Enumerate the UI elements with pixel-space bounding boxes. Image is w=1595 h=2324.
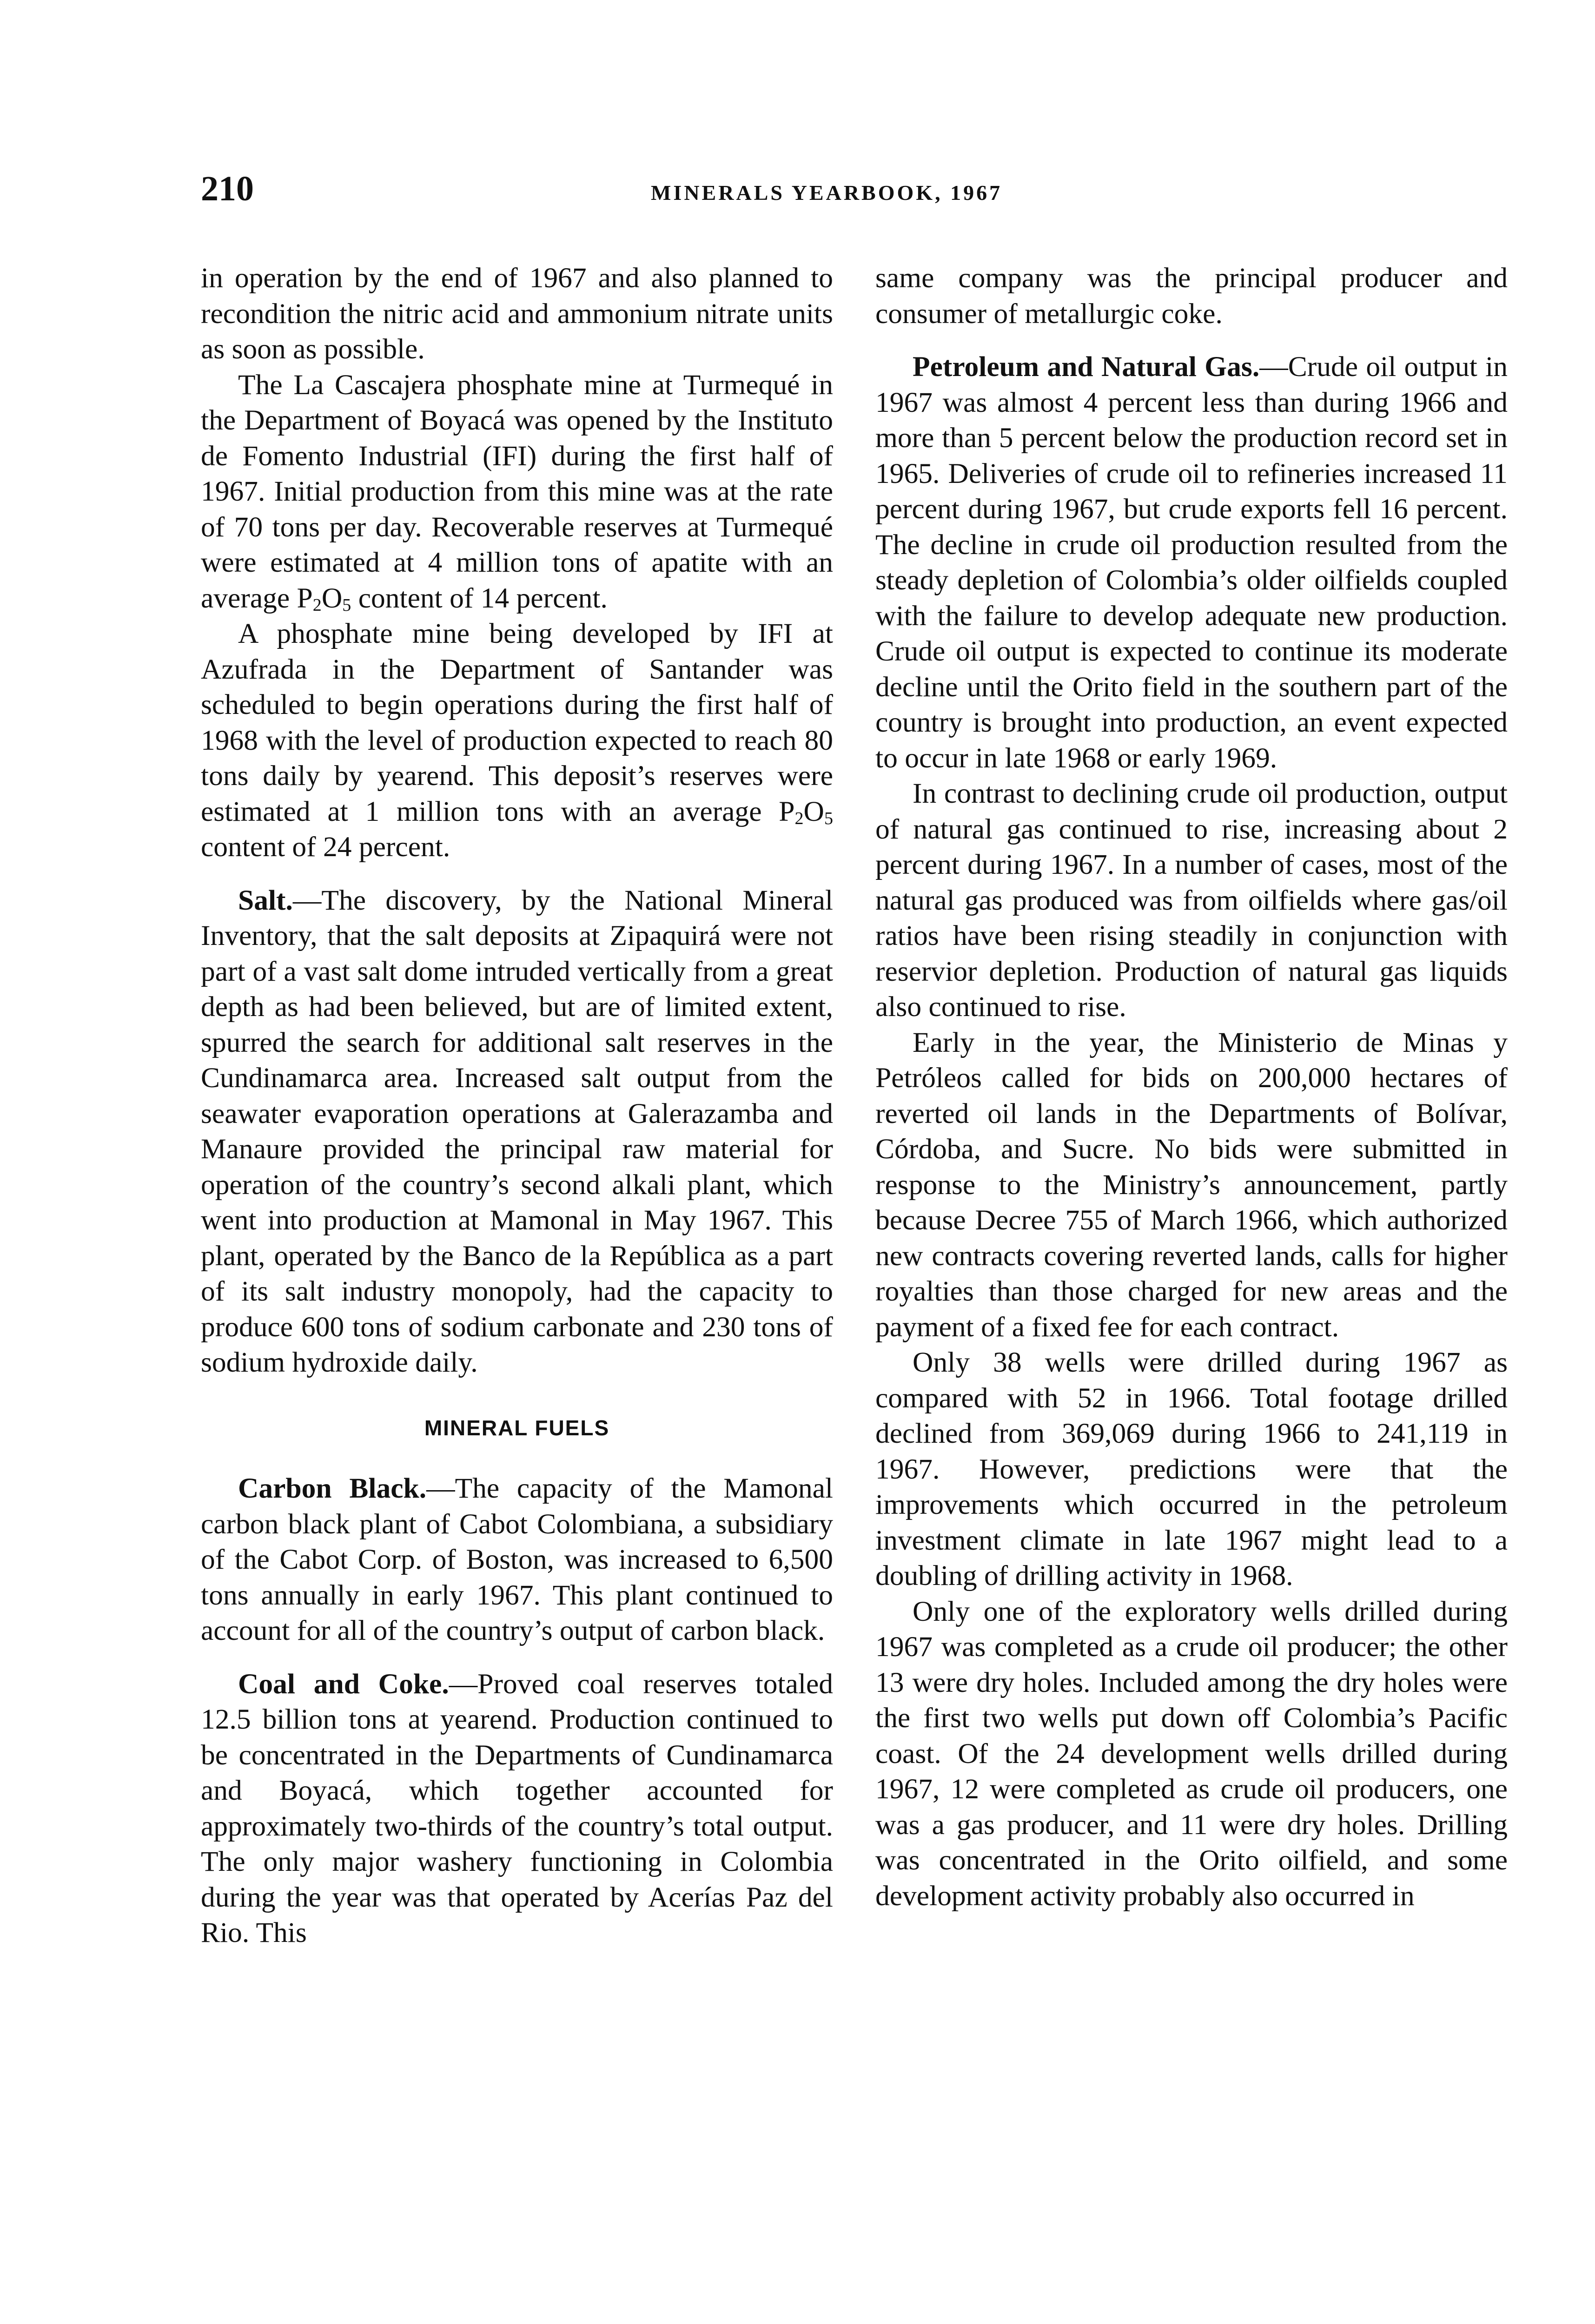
section-carbon-black: Carbon Black.—The capacity of the Mamonal carbon black plant of Cabot Colombiana, a subsidiary of the Cabot Corp. of Boston, was increased to 6,500 tons annually in early 1967. This plant continued to account for all of the country’s output of carbon black. [201,1472,833,1646]
paragraph-bids: Early in the year, the Ministerio de Minas y Petróleos called for bids on 200,000 hectares of reverted oil lands in the Departments of Bolívar, Córdoba, and Sucre. No bids were submitted in response to the Ministry’s announcement, partly because Decree 755 of March 1966, which authorized new contracts covering reverted lands, calls for higher royalties than those charged for new areas and the payment of a fixed fee for each contract. [875,1026,1508,1343]
paragraph-natural-gas: In contrast to declining crude oil production, output of natural gas continued to rise, increasing about 2 percent during 1967. In a number of cases, most of the natural gas produced was from oilfields where gas/oil ratios have been rising steadily in conjunction with reservior depletion. Production of natural gas liquids also continued to rise. [875,778,1508,1023]
petroleum-subheading: Petroleum and Natural Gas. [913,351,1260,383]
coal-coke-subheading: Coal and Coke. [238,1668,449,1700]
section-coal-and-coke: Coal and Coke.—Proved coal reserves totaled 12.5 billion tons at yearend. Production continued to be concentrated in the Departments of Cundinamarca and Boyacá, which together accounted for approximately two-thirds of the country’s total output. The only major washery functioning in Colombia during the year was that operated by Acerías Paz del Rio. This [201,1668,834,1948]
carbon-black-subheading: Carbon Black. [238,1472,427,1504]
mineral-fuels-heading: MINERAL FUELS [424,1415,610,1440]
paragraph-exploratory-wells: Only one of the exploratory wells drilled during 1967 was completed as a crude oil producer; the other 13 were dry holes. Included among the dry holes were the first two wells put down off Colombia’s Pacific coast. Of the 24 development wells drilled during 1967, 12 were completed as crude oil producers, one was a gas producer, and 11 were dry holes. Drilling was concentrated in the Orito oilfield, and some development activity probably also occurred in [875,1595,1508,1912]
page-number: 210 [201,169,254,208]
section-petroleum: Petroleum and Natural Gas.—Crude oil output in 1967 was almost 4 percent less than during 1966 and more than 5 percent below the production record set in 1965. Deliveries of crude oil to refineries increased 11 percent during 1967, but crude exports fell 16 percent. The decline in crude oil production resulted from the steady depletion of Colombia’s older oilfields coupled with the failure to develop adequate new production. Crude oil output is expected to continue its moderate decline until the Orito field in the southern part of the country is brought into production, an event expected to occur in late 1968 or early 1969. [875,351,1508,774]
paragraph-la-cascajera: The La Cascajera phosphate mine at Turmequé in the Department of Boyacá was opened by the Instituto de Fomento Industrial (IFI) during the first half of 1967. Initial production from this mine was at the rate of 70 tons per day. Recoverable reserves at Turmequé were estimated at 4 million tons of apatite with an average $P_2O_5$ content of 14 percent. [201,369,833,615]
running-head: MINERALS YEARBOOK, 1967 [651,181,1003,205]
paragraph-azufrada: A phosphate mine being developed by IFI at Azufrada in the Department of Santander was scheduled to begin operations during the first half of 1968 with the level of production expected to reach 80 tons daily by yearend. This deposit’s reserves were estimated at 1 million tons with an average $P_2O_5$ content of 24 percent. [201,618,833,863]
paragraph-wells-drilled: Only 38 wells were drilled during 1967 as compared with 52 in 1966. Total footage drilled declined from 369,069 during 1966 to 241,119 in 1967. However, predictions were that the improvements which occurred in the petroleum investment climate in late 1967 might lead to a doubling of drilling activity in 1968. [875,1347,1508,1591]
left-column [201,260,833,1951]
section-salt: Salt.—The discovery, by the National Mineral Inventory, that the salt deposits at Zipaquirá were not part of a vast salt dome intruded vertically from a great depth as had been believed, but are of limited extent, spurred the search for additional salt reserves in the Cundinamarca area. Increased salt output from the seawater evaporation operations at Galerazamba and Manaure provided the principal raw material for operation of the country’s second alkali plant, which went into production at Mamonal in May 1967. This plant, operated by the Banco de la República as a part of its salt industry monopoly, had the capacity to produce 600 tons of sodium carbonate and 230 tons of sodium hydroxide daily. [201,884,833,1378]
paragraph-continuation-right: same company was the principal producer and consumer of metallurgic coke. [875,262,1508,330]
salt-subheading: Salt. [238,884,293,916]
right-column [875,260,1508,1914]
paragraph-continuation: in operation by the end of 1967 and also planned to recondition the nitric acid and ammonium nitrate units as soon as possible. [201,262,833,365]
